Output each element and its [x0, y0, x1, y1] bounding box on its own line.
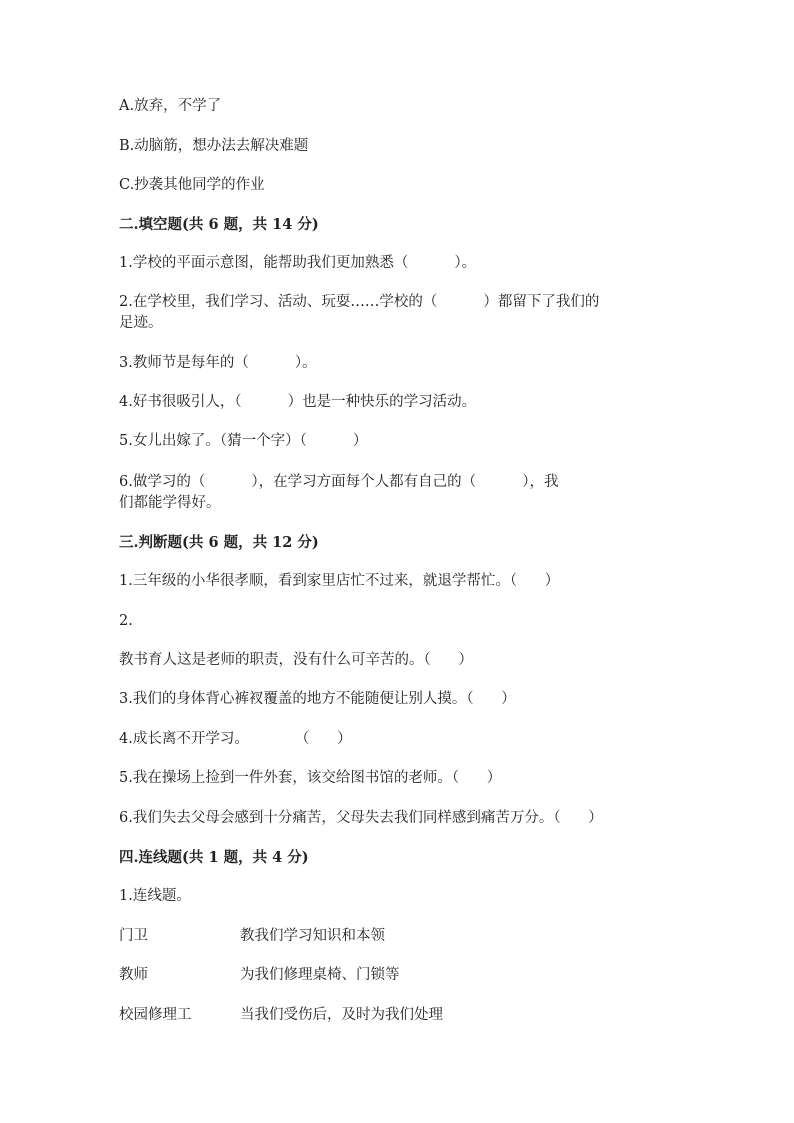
- section-heading-fill: 二.填空题(共 6 题，共 14 分): [119, 216, 319, 233]
- judge-question-5: 5.我在操场上捡到一件外套，该交给图书馆的老师。（ ）: [119, 770, 502, 786]
- option-c: C.抄袭其他同学的作业: [119, 177, 265, 193]
- judge-question-2: 教书育人这是老师的职责，没有什么可辛苦的。（ ）: [119, 652, 473, 668]
- match-left-item: 门卫: [119, 928, 148, 944]
- fill-question-1: 1.学校的平面示意图，能帮助我们更加熟悉（ ）。: [119, 255, 477, 271]
- match-right-item: 为我们修理桌椅、门锁等: [240, 967, 400, 983]
- match-question-1: 1.连线题。: [119, 888, 191, 904]
- judge-question-4: 4.成长离不开学习。 （ ）: [119, 731, 352, 747]
- match-left-item: 校园修理工: [119, 1007, 192, 1023]
- fill-question-4: 4.好书很吸引人，（ ）也是一种快乐的学习活动。: [119, 394, 477, 410]
- judge-question-3: 3.我们的身体背心裤衩覆盖的地方不能随便让别人摸。（ ）: [119, 691, 516, 707]
- fill-question-6-cont: 们都能学得好。: [119, 495, 221, 511]
- match-left-item: 教师: [119, 967, 148, 983]
- fill-question-3: 3.教师节是每年的（ ）。: [119, 355, 317, 371]
- section-heading-match: 四.连线题(共 1 题，共 4 分): [119, 849, 309, 866]
- judge-question-6: 6.我们失去父母会感到十分痛苦，父母失去我们同样感到痛苦万分。（ ）: [119, 810, 603, 826]
- fill-question-5: 5.女儿出嫁了。（猜一个字）（ ）: [119, 433, 368, 449]
- match-right-item: 教我们学习知识和本领: [240, 928, 385, 944]
- judge-question-1: 1.三年级的小华很孝顺，看到家里店忙不过来，就退学帮忙。（ ）: [119, 573, 560, 589]
- fill-question-2-cont: 足迹。: [119, 315, 163, 331]
- fill-question-6: 6.做学习的（ ），在学习方面每个人都有自己的（ ），我: [119, 474, 559, 490]
- fill-question-2: 2.在学校里，我们学习、活动、玩耍……学校的（ ）都留下了我们的: [119, 294, 600, 310]
- judge-question-2-number: 2.: [119, 613, 133, 629]
- option-a: A.放弃，不学了: [119, 98, 222, 114]
- match-right-item: 当我们受伤后，及时为我们处理: [240, 1007, 443, 1023]
- option-b: B.动脑筋，想办法去解决难题: [119, 138, 309, 154]
- section-heading-judge: 三.判断题(共 6 题，共 12 分): [119, 534, 319, 551]
